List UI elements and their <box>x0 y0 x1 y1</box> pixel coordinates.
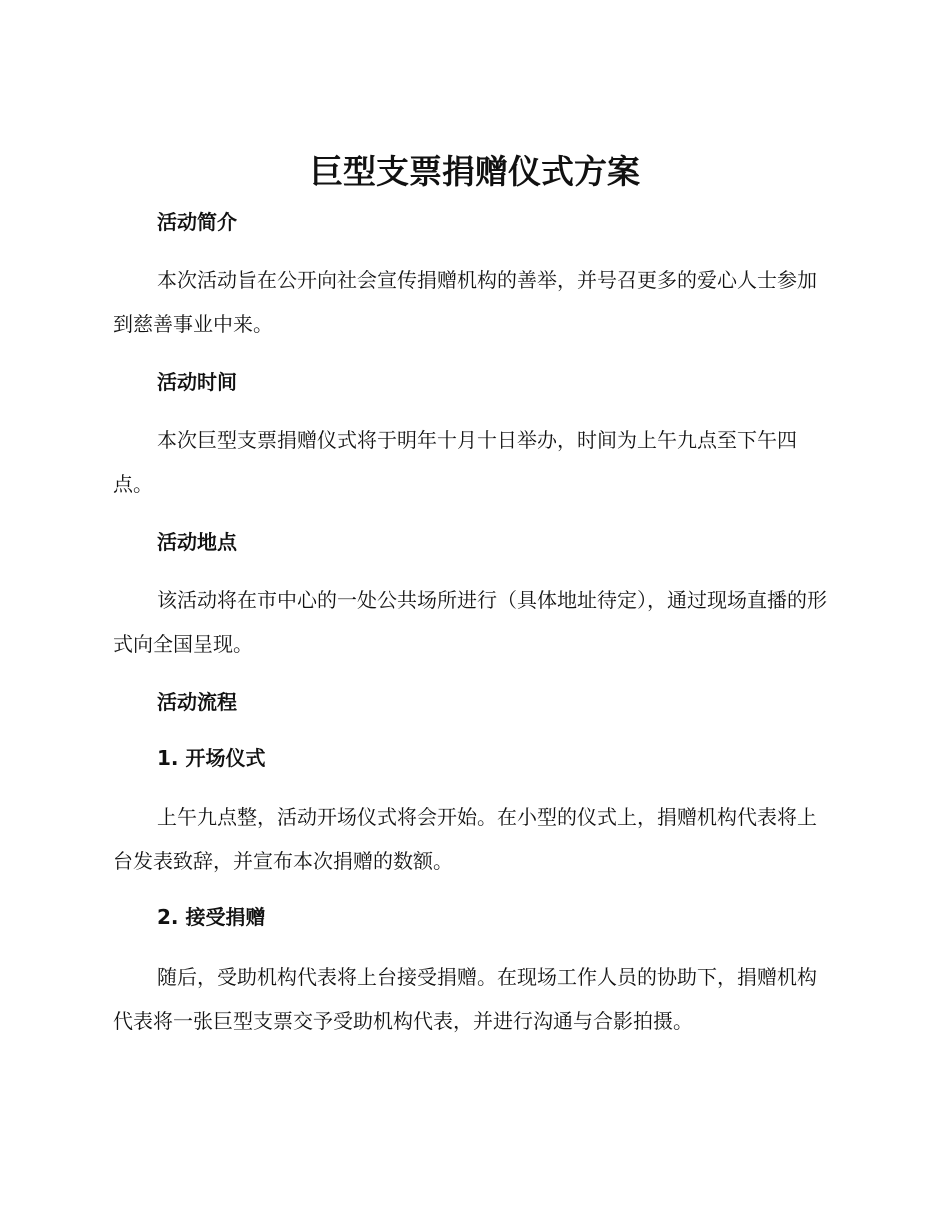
step-text-receive: 随后，受助机构代表将上台接受捐赠。在现场工作人员的协助下，捐赠机构代表将一张巨型支票交予受助机构代表，并进行沟通与合影拍摄。 <box>113 965 817 1033</box>
step-heading-opening: 1. 开场仪式 <box>157 746 266 770</box>
step-text-opening: 上午九点整，活动开场仪式将会开始。在小型的仪式上，捐赠机构代表将上台发表致辞，并宣布本次捐赠的数额。 <box>113 805 817 873</box>
section-heading-flow: 活动流程 <box>157 690 237 714</box>
section-text-intro: 本次活动旨在公开向社会宣传捐赠机构的善举，并号召更多的爱心人士参加到慈善事业中来。 <box>113 268 817 336</box>
document-title: 巨型支票捐赠仪式方案 <box>310 152 640 191</box>
section-heading-intro: 活动简介 <box>157 210 237 234</box>
section-text-time: 本次巨型支票捐赠仪式将于明年十月十日举办，时间为上午九点至下午四点。 <box>113 428 797 496</box>
section-heading-place: 活动地点 <box>157 530 237 554</box>
step-heading-receive: 2. 接受捐赠 <box>157 905 266 929</box>
section-heading-time: 活动时间 <box>157 370 237 394</box>
section-text-place: 该活动将在市中心的一处公共场所进行（具体地址待定），通过现场直播的形式向全国呈现。 <box>113 588 827 656</box>
